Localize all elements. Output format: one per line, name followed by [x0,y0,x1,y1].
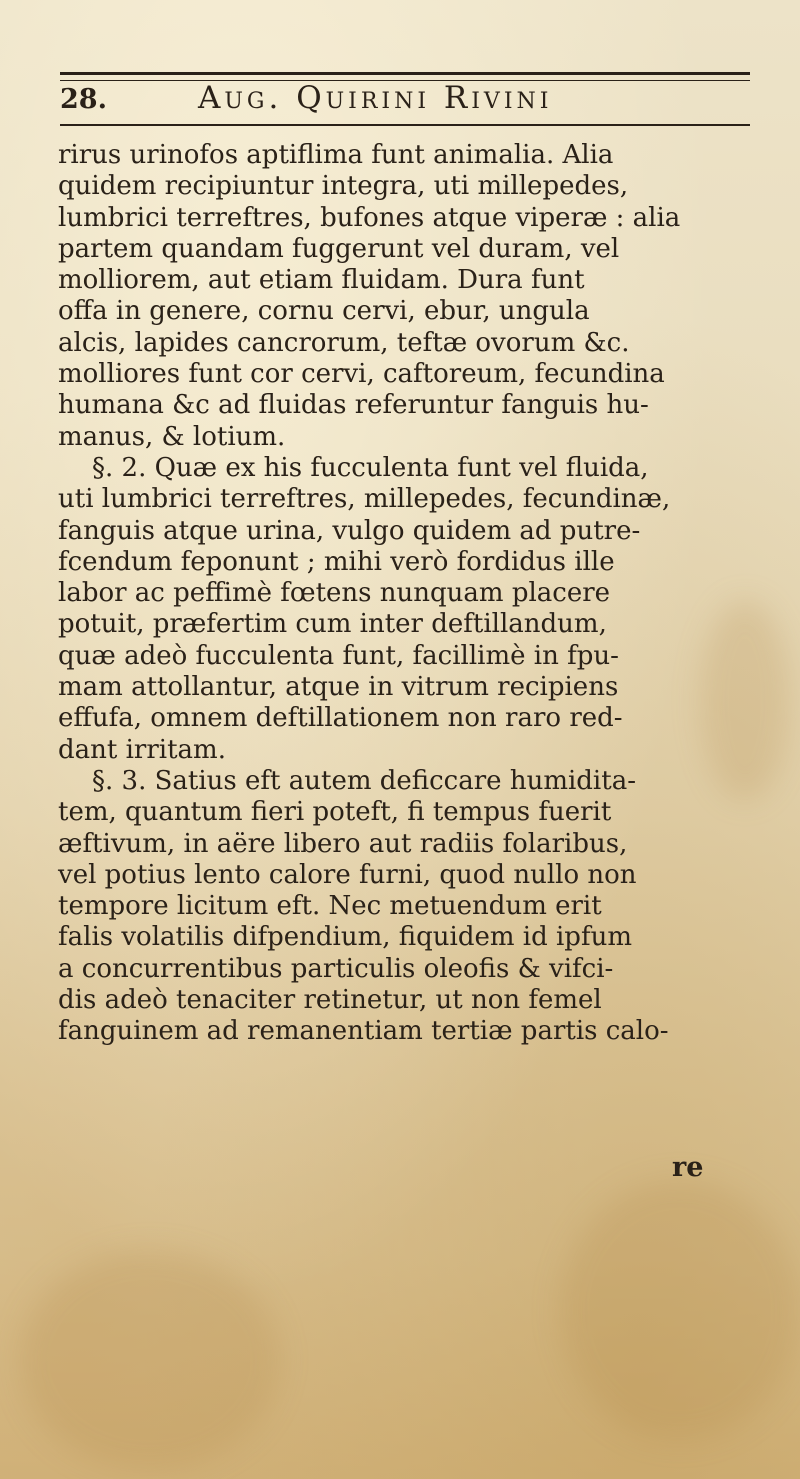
text-line: dant irritam. [58,734,226,765]
text-line: falis volatilis difpendium, fiquidem id ipfum [58,922,632,953]
text-line: fcendum feponunt ; mihi verò fordidus ille [58,546,615,577]
text-line: vel potius lento calore furni, quod nullo non [58,859,637,890]
text-line: manus, & lotium. [58,421,286,452]
text-line: molliores funt cor cervi, caftoreum, fecundina [58,359,665,390]
text-line: potuit, præfertim cum inter deftillandum, [58,609,607,640]
paper-stain [560,1180,800,1440]
page-number: 28. [60,84,107,115]
text-line: labor ac peffimè fœtens nunquam placere [58,578,611,609]
text-line: rirus urinofos aptiflima funt animalia. Alia [58,140,614,170]
running-head [60,72,760,132]
text-line: fanguis atque urina, vulgo quidem ad putre- [58,515,641,546]
text-line: partem quandam fuggerunt vel duram, vel [58,233,620,264]
header-rule-bottom [60,124,750,126]
text-line: humana &c ad fluidas referuntur fanguis hu- [58,390,649,421]
text-line: §. 3. Satius eft autem deficcare humidita- [92,765,636,796]
running-title: Aug. Quirini Rivini [198,80,553,116]
text-line: tem, quantum fieri poteft, fi tempus fuerit [58,797,612,828]
text-line: a concurrentibus particulis oleofis & vifci- [58,953,614,984]
text-line: quidem recipiuntur integra, uti millepedes, [58,171,629,202]
paper-stain [20,1250,280,1470]
text-line: uti lumbrici terreftres, millepedes, fecundinæ, [58,484,671,515]
text-line: effufa, omnem deftillationem non raro red- [58,703,623,734]
body-text [58,140,770,1048]
text-line: tempore licitum eft. Nec metuendum erit [58,891,602,922]
text-line: molliorem, aut etiam fluidam. Dura funt [58,265,585,296]
text-line: æftivum, in aëre libero aut radiis folaribus, [58,828,628,859]
text-line: fanguinem ad remanentiam tertiæ partis calo- [58,1016,669,1047]
text-line: offa in genere, cornu cervi, ebur, ungula [58,296,590,327]
catchword: re [672,1152,704,1183]
text-line: quæ adeò fucculenta funt, facillimè in fpu- [58,640,619,671]
text-line: mam attollantur, atque in vitrum recipiens [58,672,619,703]
text-line: lumbrici terreftres, bufones atque viperæ : alia [58,202,681,233]
text-line: §. 2. Quæ ex his fucculenta funt vel fluida, [92,452,649,483]
text-line: alcis, lapides cancrorum, teftæ ovorum &c. [58,327,630,358]
text-line: dis adeò tenaciter retinetur, ut non femel [58,985,602,1016]
